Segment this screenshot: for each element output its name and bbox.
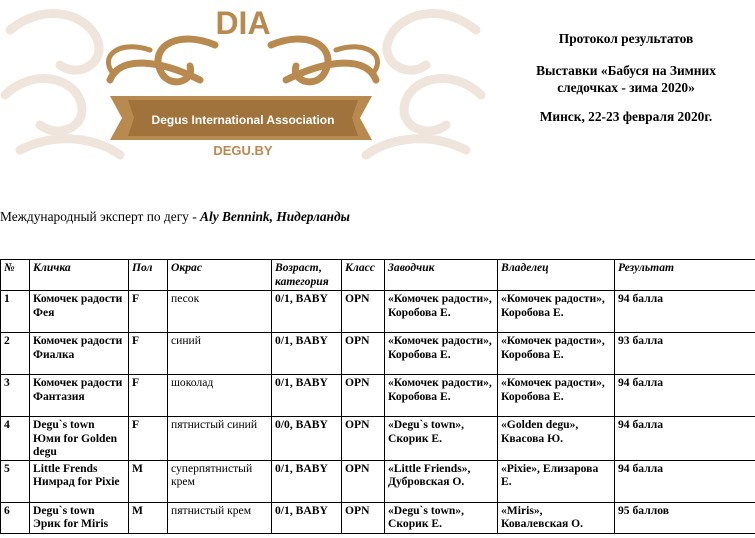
logo-brand: DIA [215, 5, 271, 41]
cell-result: 94 балла [615, 291, 755, 333]
cell-result: 94 балла [615, 460, 755, 502]
cell-result: 94 балла [615, 375, 755, 417]
cell-breeder: «Degu`s town», Скорик Е. [385, 417, 498, 461]
col-breeder: Заводчик [385, 260, 498, 291]
cell-number: 6 [1, 502, 30, 533]
cell-number: 5 [1, 460, 30, 502]
cell-number: 1 [1, 291, 30, 333]
cell-age: 0/1, BABY [272, 460, 342, 502]
cell-sex: M [129, 460, 168, 502]
results-table [0, 259, 755, 534]
expert-label: Международный эксперт по дегу - [0, 209, 197, 224]
col-age: Возраст, категория [272, 260, 342, 291]
cell-class: OPN [342, 417, 385, 461]
cell-class: OPN [342, 502, 385, 533]
col-sex: Пол [129, 260, 168, 291]
table-row [1, 460, 755, 502]
table-row [1, 375, 755, 417]
cell-sex: F [129, 333, 168, 375]
show-name: Выставки «Бабуся на Зимних следочках - зима 2020» [536, 63, 716, 95]
cell-class: OPN [342, 291, 385, 333]
cell-name: Little Frends Нимрад for Pixie [30, 460, 129, 502]
cell-breeder: «Little Friends», Дубровская О. [385, 460, 498, 502]
col-color: Окрас [168, 260, 272, 291]
col-class: Класс [342, 260, 385, 291]
cell-result: 95 баллов [615, 502, 755, 533]
cell-color: пятнистый крем [168, 502, 272, 533]
col-result: Результат [615, 260, 755, 291]
dia-logo [0, 0, 486, 160]
cell-color: суперпятнистый крем [168, 460, 272, 502]
protocol-title: Протокол результатов [558, 31, 694, 46]
cell-owner: «Комочек радости», Коробова Е. [498, 333, 615, 375]
cell-age: 0/1, BABY [272, 333, 342, 375]
cell-owner: «Комочек радости», Коробова Е. [498, 375, 615, 417]
cell-class: OPN [342, 375, 385, 417]
cell-result: 94 балла [615, 417, 755, 461]
cell-name: Комочек радости Фея [30, 291, 129, 333]
cell-age: 0/1, BABY [272, 375, 342, 417]
col-owner: Владелец [498, 260, 615, 291]
cell-class: OPN [342, 460, 385, 502]
logo-association: Degus International Association [151, 113, 335, 127]
cell-name: Комочек радости Фантазия [30, 375, 129, 417]
cell-color: пятнистый синий [168, 417, 272, 461]
logo-site: DEGU.BY [213, 143, 273, 158]
cell-breeder: «Комочек радости», Коробова Е. [385, 333, 498, 375]
table-row [1, 291, 755, 333]
col-number: № [1, 260, 30, 291]
cell-breeder: «Degu`s town», Скорик Е. [385, 502, 498, 533]
cell-number: 2 [1, 333, 30, 375]
expert-line [0, 209, 350, 225]
cell-sex: F [129, 375, 168, 417]
cell-age: 0/1, BABY [272, 502, 342, 533]
cell-sex: M [129, 502, 168, 533]
table-row [1, 417, 755, 461]
cell-breeder: «Комочек радости», Коробова Е. [385, 291, 498, 333]
cell-owner: «Miris», Ковалевская О. [498, 502, 615, 533]
col-name: Кличка [30, 260, 129, 291]
cell-number: 4 [1, 417, 30, 461]
expert-name: Aly Bennink, Нидерланды [200, 209, 350, 224]
cell-age: 0/1, BABY [272, 291, 342, 333]
cell-result: 93 балла [615, 333, 755, 375]
table-row [1, 333, 755, 375]
cell-class: OPN [342, 333, 385, 375]
cell-name: Degu`s town Эрик for Miris [30, 502, 129, 533]
show-place-date: Минск, 22-23 февраля 2020г. [539, 109, 713, 124]
dia-logo-graphic [0, 0, 486, 160]
cell-owner: «Комочек радости», Коробова Е. [498, 291, 615, 333]
table-header-row [1, 260, 755, 291]
cell-sex: F [129, 417, 168, 461]
cell-name: Degu`s town Юми for Golden degu [30, 417, 129, 461]
table-row [1, 502, 755, 533]
cell-owner: «Golden degu», Квасова Ю. [498, 417, 615, 461]
cell-owner: «Pixie», Елизарова Е. [498, 460, 615, 502]
cell-age: 0/0, BABY [272, 417, 342, 461]
cell-color: песок [168, 291, 272, 333]
cell-color: синий [168, 333, 272, 375]
cell-breeder: «Комочек радости», Коробова Е. [385, 375, 498, 417]
cell-sex: F [129, 291, 168, 333]
protocol-header [512, 30, 740, 125]
cell-number: 3 [1, 375, 30, 417]
cell-color: шоколад [168, 375, 272, 417]
cell-name: Комочек радости Фиалка [30, 333, 129, 375]
